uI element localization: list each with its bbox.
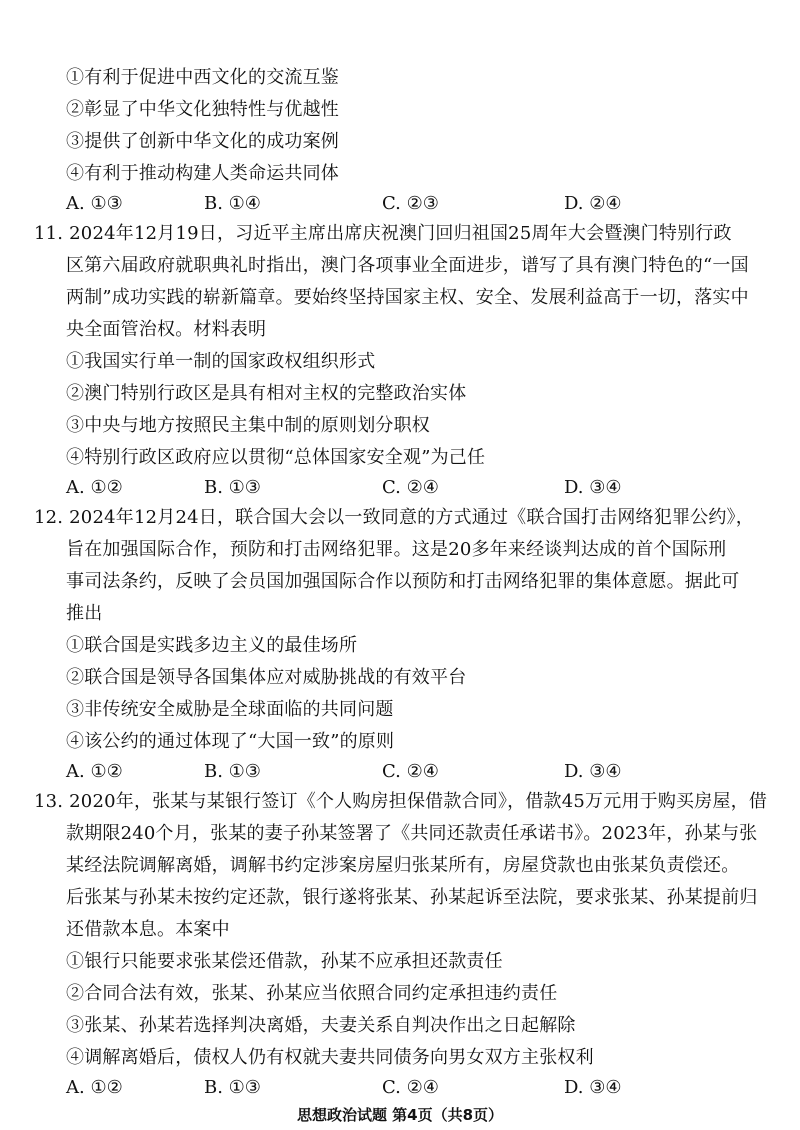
q10-option-c: C. ②③ <box>382 193 439 214</box>
q13-item-2: ②合同合法有效，张某、孙某应当依照合同约定承担违约责任 <box>66 983 558 1004</box>
q13-stem-line-4: 后张某与孙某未按约定还款，银行遂将张某、孙某起诉至法院，要求张某、孙某提前归 <box>66 887 758 908</box>
q11-item-4: ④特别行政区政府应以贯彻“总体国家安全观”为己任 <box>66 447 486 468</box>
q11-option-a: A. ①② <box>66 477 123 498</box>
q10-option-b: B. ①④ <box>204 193 261 214</box>
q13-stem-line-5: 还借款本息。本案中 <box>66 919 230 940</box>
q13-item-1: ①银行只能要求张某偿还借款，孙某不应承担还款责任 <box>66 951 503 972</box>
q13-option-b: B. ①③ <box>204 1077 261 1098</box>
q11-stem-line-2: 区第六届政府就职典礼时指出，澳门各项事业全面进步，谱写了具有澳门特色的“一国 <box>66 255 749 276</box>
q13-stem-line-1: 13. 2020年，张某与某银行签订《个人购房担保借款合同》，借款45万元用于购买房屋，借 <box>34 791 768 812</box>
q12-option-b: B. ①③ <box>204 761 261 782</box>
q13-item-4: ④调解离婚后，债权人仍有权就夫妻共同债务向男女双方主张权利 <box>66 1047 594 1068</box>
q11-stem-line-3: 两制”成功实践的崭新篇章。要始终坚持国家主权、安全、发展利益高于一切，落实中 <box>66 287 749 308</box>
q11-option-d: D. ③④ <box>564 477 622 498</box>
q13-stem-line-3: 某经法院调解离婚，调解书约定涉案房屋归张某所有，房屋贷款也由张某负责偿还。 <box>66 855 740 876</box>
q12-stem-line-3: 事司法条约，反映了会员国加强国际合作以预防和打击网络犯罪的集体意愿。据此可 <box>66 571 740 592</box>
page-footer: 思想政治试题 第4页（共8页） <box>296 1106 504 1124</box>
q12-stem-line-1: 12. 2024年12月24日，联合国大会以一致同意的方式通过《联合国打击网络犯罪公约》， <box>34 507 754 528</box>
q12-stem-line-2: 旨在加强国际合作，预防和打击网络犯罪。这是20多年来经谈判达成的首个国际刑 <box>66 539 727 560</box>
q10-item-2: ②彰显了中华文化独特性与优越性 <box>66 99 339 120</box>
q11-stem-line-1: 11. 2024年12月19日，习近平主席出席庆祝澳门回归祖国25周年大会暨澳门特别行政 <box>34 223 732 244</box>
q12-item-3: ③非传统安全威胁是全球面临的共同问题 <box>66 699 394 720</box>
q11-stem-line-4: 央全面管治权。材料表明 <box>66 319 267 340</box>
q12-item-4: ④该公约的通过体现了“大国一致”的原则 <box>66 731 395 752</box>
q13-stem-line-2: 款期限240个月，张某的妻子孙某签署了《共同还款责任承诺书》。2023年，孙某与张 <box>66 823 758 844</box>
q11-option-c: C. ②④ <box>382 477 439 498</box>
q10-item-3: ③提供了创新中华文化的成功案例 <box>66 131 339 152</box>
q10-option-a: A. ①③ <box>66 193 123 214</box>
q12-stem-line-4: 推出 <box>66 603 103 624</box>
q12-option-d: D. ③④ <box>564 761 622 782</box>
q12-option-c: C. ②④ <box>382 761 439 782</box>
q13-option-c: C. ②④ <box>382 1077 439 1098</box>
q12-option-a: A. ①② <box>66 761 123 782</box>
q11-item-1: ①我国实行单一制的国家政权组织形式 <box>66 351 376 372</box>
q10-item-4: ④有利于推动构建人类命运共同体 <box>66 163 339 184</box>
q11-option-b: B. ①③ <box>204 477 261 498</box>
q13-option-a: A. ①② <box>66 1077 123 1098</box>
q10-item-1: ①有利于促进中西文化的交流互鉴 <box>66 67 339 88</box>
q11-item-3: ③中央与地方按照民主集中制的原则划分职权 <box>66 415 430 436</box>
q11-item-2: ②澳门特别行政区是具有相对主权的完整政治实体 <box>66 383 467 404</box>
q10-option-d: D. ②④ <box>564 193 622 214</box>
q12-item-2: ②联合国是领导各国集体应对威胁挑战的有效平台 <box>66 667 467 688</box>
q12-item-1: ①联合国是实践多边主义的最佳场所 <box>66 635 358 656</box>
q13-item-3: ③张某、孙某若选择判决离婚，夫妻关系自判决作出之日起解除 <box>66 1015 576 1036</box>
q13-option-d: D. ③④ <box>564 1077 622 1098</box>
